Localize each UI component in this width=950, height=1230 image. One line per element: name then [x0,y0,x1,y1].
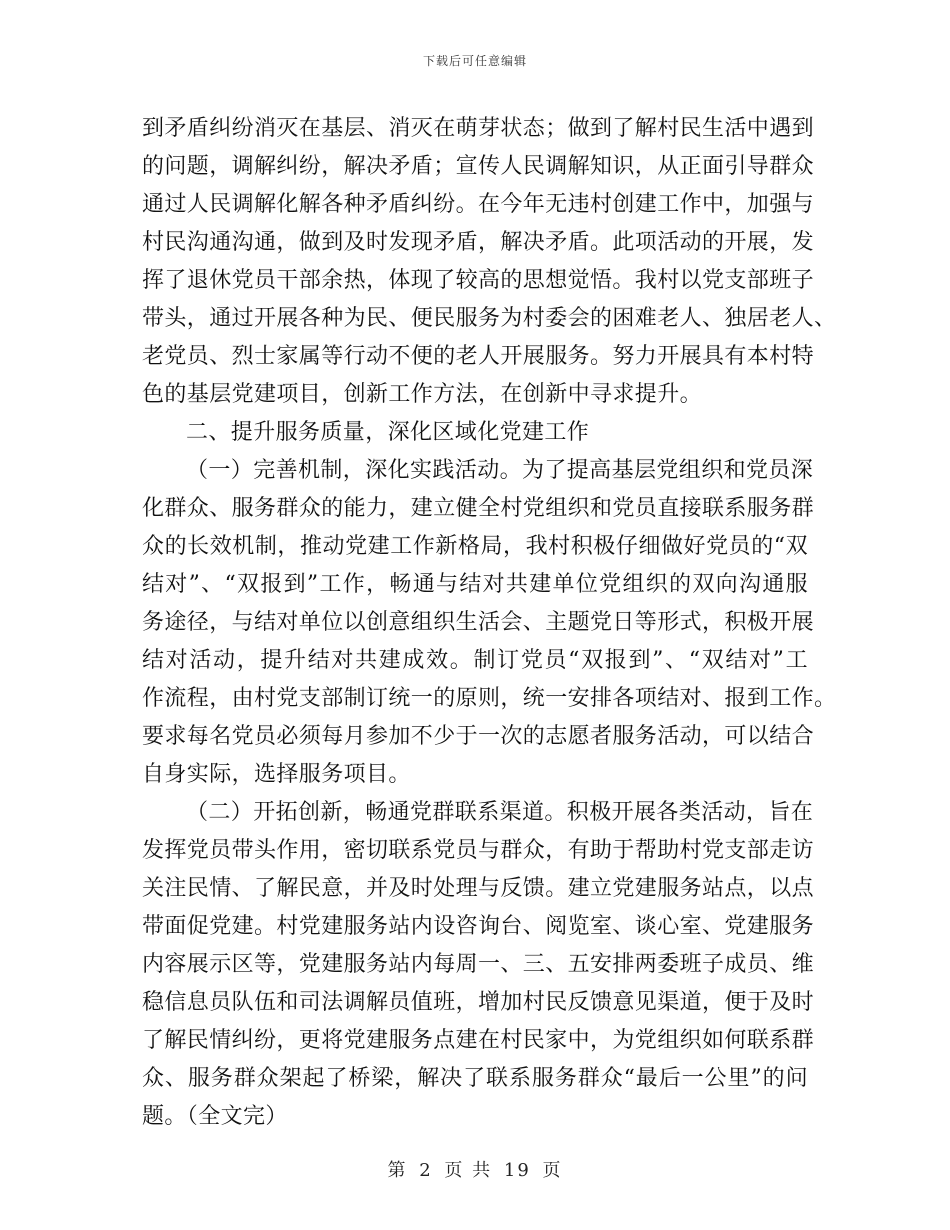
paragraph-line: 结对活动，提升结对共建成效。制订党员“双报到”、“双结对”工 [142,648,808,673]
page-suffix: 页 [542,1160,563,1181]
paragraph-line: 村民沟通沟通，做到及时发现矛盾，解决矛盾。此项活动的开展，发 [142,230,815,255]
paragraph-line: 带面促党建。村党建服务站内设咨询台、阅览室、谈心室、党建服务 [142,914,815,939]
page-number-footer [0,1156,950,1182]
paragraph-line: （一）完善机制，深化实践活动。为了提高基层党组织和党员深 [186,458,814,483]
paragraph-line: 带头，通过开展各种为民、便民服务为村委会的困难老人、独居老人、 [142,306,837,331]
paragraph-line: 内容展示区等，党建服务站内每周一、三、五安排两委班子成员、维 [142,952,815,977]
body-text [142,110,837,1136]
page-middle: 页 共 [444,1160,493,1181]
current-page-number: 2 [419,1160,433,1181]
page-prefix: 第 [387,1160,408,1181]
paragraph-line: 了解民情纠纷，更将党建服务点建在村民家中，为党组织如何联系群 [142,1028,815,1053]
section-heading: 二、提升服务质量，深化区域化党建工作 [186,420,590,445]
paragraph-line: （二）开拓创新，畅通党群联系渠道。积极开展各类活动，旨在 [186,800,814,825]
paragraph-line: 自身实际，选择服务项目。 [142,762,411,787]
paragraph-line: 挥了退休党员干部余热，体现了较高的思想觉悟。我村以党支部班子 [142,268,815,293]
paragraph-line: 通过人民调解化解各种矛盾纠纷。在今年无违村创建工作中，加强与 [142,192,815,217]
paragraph-line: 众的长效机制，推动党建工作新格局，我村积极仔细做好党员的“双 [142,534,808,559]
header-note: 下载后可任意编辑 [422,54,527,68]
paragraph-line: 务途径，与结对单位以创意组织生活会、主题党日等形式，积极开展 [142,610,815,635]
paragraph-line: 稳信息员队伍和司法调解员值班，增加村民反馈意见渠道，便于及时 [142,990,815,1015]
paragraph-line: 到矛盾纠纷消灭在基层、消灭在萌芽状态；做到了解村民生活中遇到 [142,116,815,141]
paragraph-line: 老党员、烈士家属等行动不便的老人开展服务。努力开展具有本村特 [142,344,815,369]
paragraph-line: 要求每名党员必须每月参加不少于一次的志愿者服务活动，可以结合 [142,724,815,749]
paragraph-line: 作流程，由村党支部制订统一的原则，统一安排各项结对、报到工作。 [142,686,837,711]
paragraph-line: 结对”、“双报到”工作，畅通与结对共建单位党组织的双向沟通服 [142,572,808,597]
paragraph-line: 题。（全文完） [142,1104,288,1129]
total-page-count: 19 [503,1160,531,1181]
paragraph-line: 关注民情、了解民意，并及时处理与反馈。建立党建服务站点，以点 [142,876,815,901]
paragraph-line: 众、服务群众架起了桥梁，解决了联系服务群众“最后一公里”的问 [142,1066,808,1091]
paragraph-line: 的问题，调解纠纷，解决矛盾；宣传人民调解知识，从正面引导群众 [142,154,815,179]
paragraph-line: 色的基层党建项目，创新工作方法，在创新中寻求提升。 [142,382,703,407]
paragraph-line: 发挥党员带头作用，密切联系党员与群众，有助于帮助村党支部走访 [142,838,815,863]
paragraph-line: 化群众、服务群众的能力，建立健全村党组织和党员直接联系服务群 [142,496,815,521]
